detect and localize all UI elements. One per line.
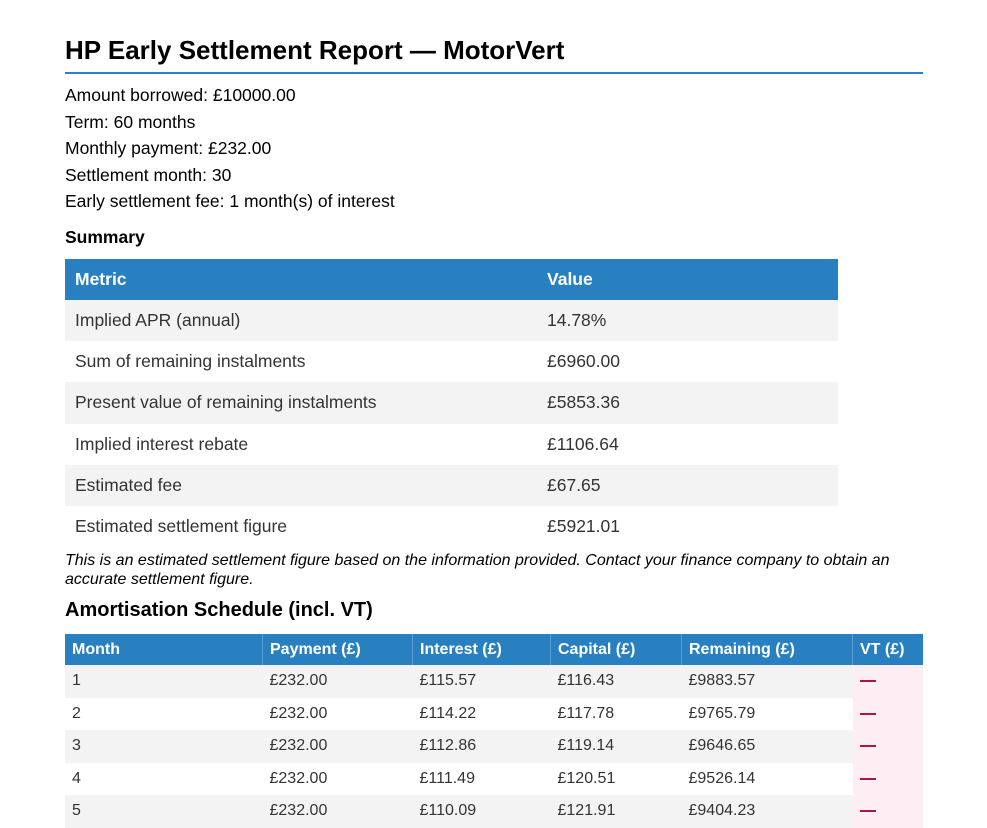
summary-row bbox=[65, 506, 838, 547]
summary-metric: Estimated fee bbox=[65, 465, 537, 506]
summary-value: £67.65 bbox=[537, 465, 838, 506]
cell-interest: £114.22 bbox=[413, 698, 551, 731]
cell-interest: £115.57 bbox=[413, 665, 551, 698]
cell-payment: £232.00 bbox=[263, 698, 413, 731]
cell-interest: £111.49 bbox=[413, 763, 551, 796]
table-row bbox=[65, 795, 923, 828]
cell-capital: £119.14 bbox=[551, 730, 682, 763]
summary-table bbox=[65, 259, 838, 547]
loan-inputs bbox=[65, 82, 395, 215]
cell-month: 1 bbox=[65, 665, 263, 698]
cell-remaining: £9404.23 bbox=[682, 795, 853, 828]
cell-payment: £232.00 bbox=[263, 665, 413, 698]
cell-vt bbox=[853, 665, 924, 698]
summary-row bbox=[65, 465, 838, 506]
summary-col-value: Value bbox=[537, 259, 838, 300]
table-row bbox=[65, 665, 923, 698]
summary-metric: Present value of remaining instalments bbox=[65, 382, 537, 423]
amortisation-table bbox=[65, 634, 923, 828]
title-divider bbox=[65, 72, 923, 74]
page-title: HP Early Settlement Report — MotorVert bbox=[65, 35, 565, 65]
cell-vt bbox=[853, 698, 924, 731]
settlement-month: Settlement month: 30 bbox=[65, 164, 232, 185]
cell-month: 2 bbox=[65, 698, 263, 731]
monthly-payment: Monthly payment: £232.00 bbox=[65, 138, 272, 159]
summary-value: £6960.00 bbox=[537, 341, 838, 382]
summary-row bbox=[65, 300, 838, 341]
summary-col-metric: Metric bbox=[65, 259, 537, 300]
settlement-disclaimer: This is an estimated settlement figure based on the information provided. Contact your finance company to obtain an accurate settlement figure. bbox=[65, 552, 890, 588]
cell-month: 3 bbox=[65, 730, 263, 763]
vt-dash bbox=[860, 810, 876, 812]
col-vt: VT (£) bbox=[853, 634, 924, 665]
cell-interest: £110.09 bbox=[413, 795, 551, 828]
summary-metric: Estimated settlement figure bbox=[65, 506, 537, 547]
cell-remaining: £9765.79 bbox=[682, 698, 853, 731]
cell-vt bbox=[853, 730, 924, 763]
summary-row bbox=[65, 382, 838, 423]
col-interest: Interest (£) bbox=[413, 634, 551, 665]
col-month: Month bbox=[65, 634, 263, 665]
summary-metric: Sum of remaining instalments bbox=[65, 341, 537, 382]
summary-value: 14.78% bbox=[537, 300, 838, 341]
summary-metric: Implied APR (annual) bbox=[65, 300, 537, 341]
schedule-header-row bbox=[65, 634, 923, 665]
cell-payment: £232.00 bbox=[263, 763, 413, 796]
col-remaining: Remaining (£) bbox=[682, 634, 853, 665]
col-payment: Payment (£) bbox=[263, 634, 413, 665]
early-settlement-fee: Early settlement fee: 1 month(s) of interest bbox=[65, 191, 395, 212]
vt-dash bbox=[860, 680, 876, 682]
cell-capital: £116.43 bbox=[551, 665, 682, 698]
cell-remaining: £9646.65 bbox=[682, 730, 853, 763]
cell-interest: £112.86 bbox=[413, 730, 551, 763]
cell-capital: £117.78 bbox=[551, 698, 682, 731]
cell-remaining: £9526.14 bbox=[682, 763, 853, 796]
summary-metric: Implied interest rebate bbox=[65, 424, 537, 465]
cell-vt bbox=[853, 795, 924, 828]
cell-vt bbox=[853, 763, 924, 796]
summary-row bbox=[65, 424, 838, 465]
amount-borrowed: Amount borrowed: £10000.00 bbox=[65, 85, 296, 105]
cell-capital: £120.51 bbox=[551, 763, 682, 796]
cell-remaining: £9883.57 bbox=[682, 665, 853, 698]
summary-row bbox=[65, 341, 838, 382]
summary-value: £1106.64 bbox=[537, 424, 838, 465]
cell-capital: £121.91 bbox=[551, 795, 682, 828]
schedule-heading: Amortisation Schedule (incl. VT) bbox=[65, 599, 373, 621]
vt-dash bbox=[860, 745, 876, 747]
table-row bbox=[65, 698, 923, 731]
summary-value: £5853.36 bbox=[537, 382, 838, 423]
summary-value: £5921.01 bbox=[537, 506, 838, 547]
cell-month: 5 bbox=[65, 795, 263, 828]
table-row bbox=[65, 763, 923, 796]
col-capital: Capital (£) bbox=[551, 634, 682, 665]
summary-heading: Summary bbox=[65, 227, 145, 247]
vt-dash bbox=[860, 713, 876, 715]
cell-payment: £232.00 bbox=[263, 795, 413, 828]
table-row bbox=[65, 730, 923, 763]
loan-term: Term: 60 months bbox=[65, 111, 196, 132]
summary-header-row bbox=[65, 259, 838, 300]
cell-payment: £232.00 bbox=[263, 730, 413, 763]
vt-dash bbox=[860, 778, 876, 780]
cell-month: 4 bbox=[65, 763, 263, 796]
